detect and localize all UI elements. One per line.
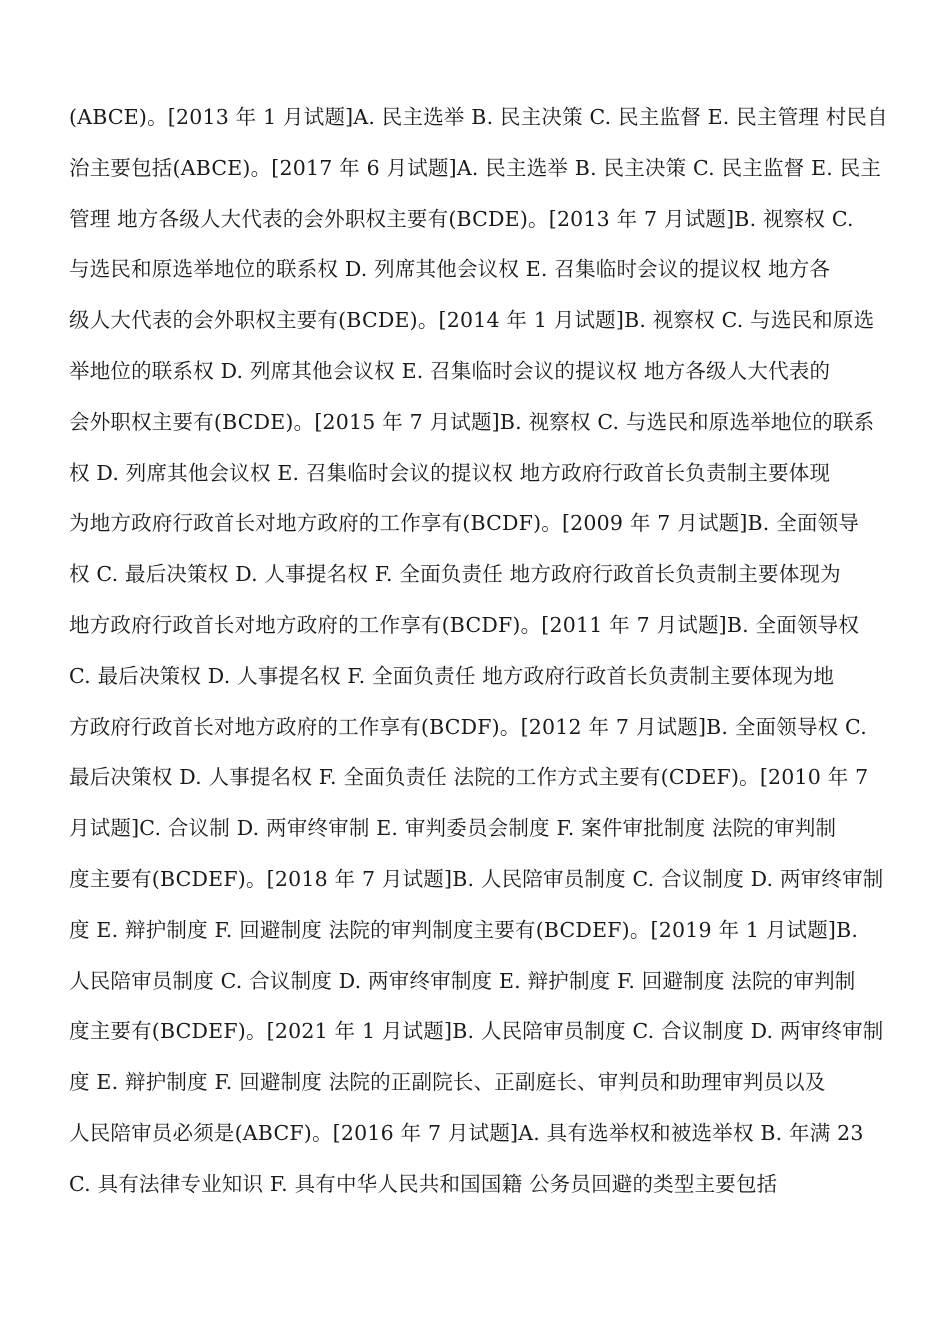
text-line: 度主要有(BCDEF)。[2021 年 1 月试题]B. 人民陪审员制度 C. 合议制度 D. 两审终审制 [69,1019,884,1044]
text-line: 与选民和原选举地位的联系权 D. 列席其他会议权 E. 召集临时会议的提议权 地方各 [69,257,831,282]
text-line: 度主要有(BCDEF)。[2018 年 7 月试题]B. 人民陪审员制度 C. 合议制度 D. 两审终审制 [69,866,884,891]
body-text [69,92,888,1210]
text-line: 最后决策权 D. 人事提名权 F. 全面负责任 法院的工作方式主要有(CDEF)。[2010 年 7 [69,765,869,790]
text-line: 会外职权主要有(BCDE)。[2015 年 7 月试题]B. 视察权 C. 与选民和原选举地位的联系 [69,409,875,434]
text-line: 治主要包括(ABCE)。[2017 年 6 月试题]A. 民主选举 B. 民主决策 C. 民主监督 E. 民主 [69,155,882,180]
text-line: 度 E. 辩护制度 F. 回避制度 法院的审判制度主要有(BCDEF)。[2019 年 1 月试题]B. [69,917,859,942]
text-line: 为地方政府行政首长对地方政府的工作享有(BCDF)。[2009 年 7 月试题]B. 全面领导 [69,511,860,536]
text-line: 地方政府行政首长对地方政府的工作享有(BCDF)。[2011 年 7 月试题]B. 全面领导权 [69,612,860,637]
text-line: 人民陪审员必须是(ABCF)。[2016 年 7 月试题]A. 具有选举权和被选举权 B. 年满 23 [69,1120,864,1145]
text-line: 管理 地方各级人大代表的会外职权主要有(BCDE)。[2013 年 7 月试题]B. 视察权 C. [69,206,854,231]
text-line: 级人大代表的会外职权主要有(BCDE)。[2014 年 1 月试题]B. 视察权 C. 与选民和原选 [69,308,875,333]
text-line: C. 最后决策权 D. 人事提名权 F. 全面负责任 地方政府行政首长负责制主要体现为地 [69,663,835,688]
text-line: 月试题]C. 合议制 D. 两审终审制 E. 审判委员会制度 F. 案件审批制度 法院的审判制 [69,816,837,841]
text-line: 人民陪审员制度 C. 合议制度 D. 两审终审制度 E. 辩护制度 F. 回避制度 法院的审判制 [69,968,856,993]
text-line: 权 D. 列席其他会议权 E. 召集临时会议的提议权 地方政府行政首长负责制主要体现 [69,460,831,485]
text-line: 方政府行政首长对地方政府的工作享有(BCDF)。[2012 年 7 月试题]B. 全面领导权 C. [69,714,867,739]
text-line: 权 C. 最后决策权 D. 人事提名权 F. 全面负责任 地方政府行政首长负责制主要体现为 [69,562,841,587]
text-line: 度 E. 辩护制度 F. 回避制度 法院的正副院长、正副庭长、审判员和助理审判员以及 [69,1070,826,1095]
text-line: (ABCE)。[2013 年 1 月试题]A. 民主选举 B. 民主决策 C. 民主监督 E. 民主管理 村民自 [69,105,888,129]
text-line: C. 具有法律专业知识 F. 具有中华人民共和国国籍 公务员回避的类型主要包括 [69,1171,778,1196]
text-line: 举地位的联系权 D. 列席其他会议权 E. 召集临时会议的提议权 地方各级人大代表的 [69,358,831,383]
